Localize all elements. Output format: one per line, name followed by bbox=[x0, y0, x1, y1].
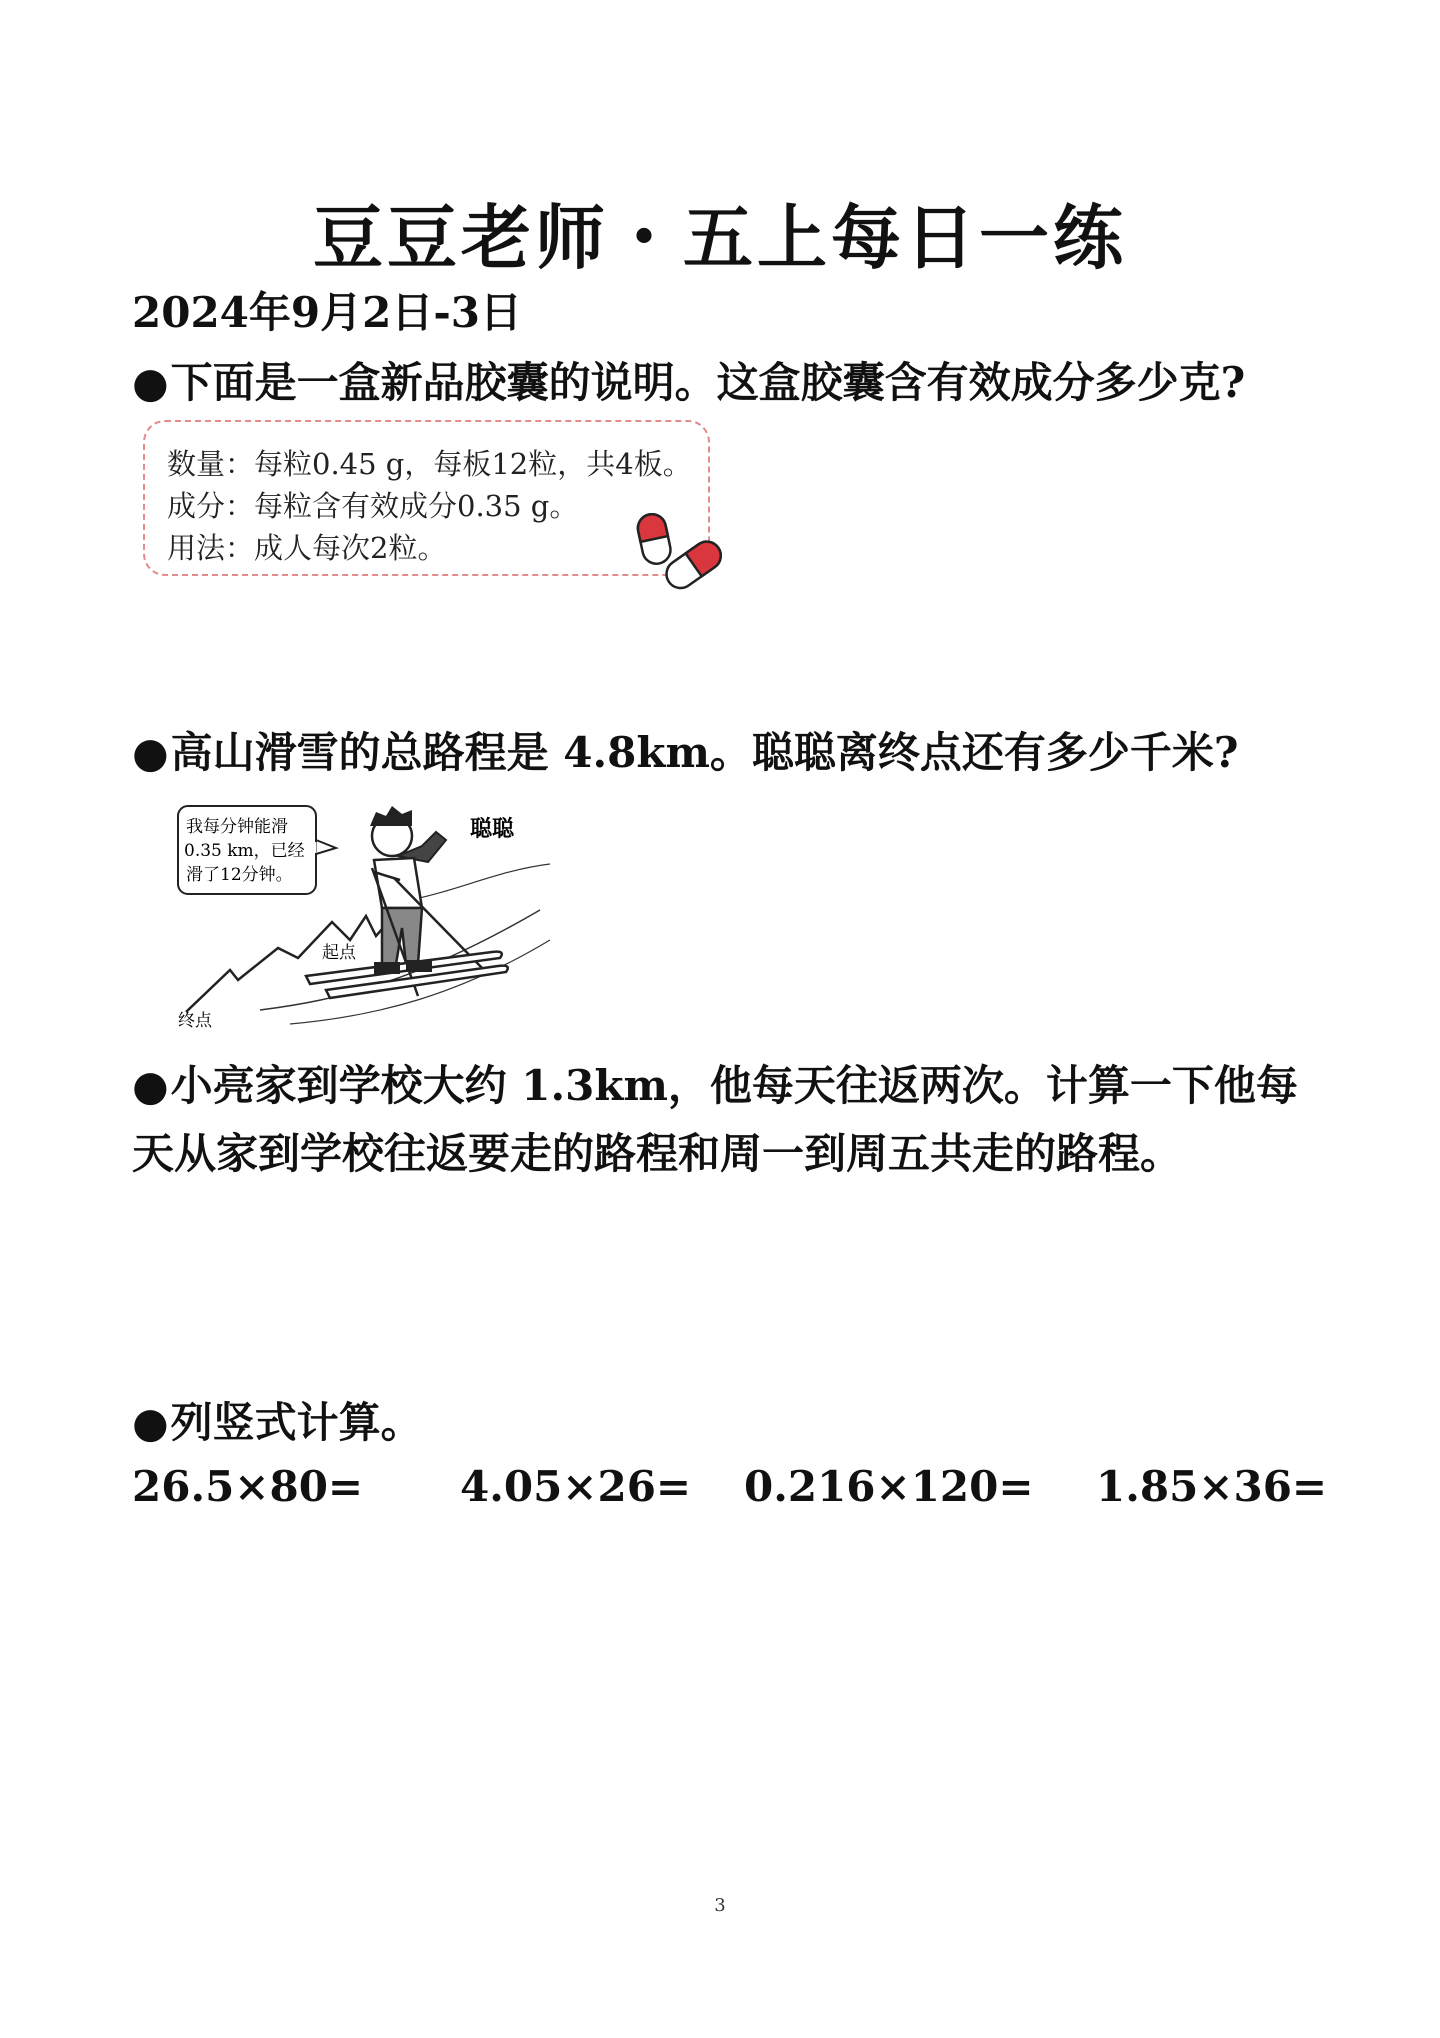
capsule-icon bbox=[632, 508, 728, 598]
info-quantity: 数量：每粒0.45 g，每板12粒，共4板。 bbox=[167, 447, 692, 481]
mountain-route bbox=[186, 916, 390, 1012]
bullet-icon: ● bbox=[132, 358, 169, 407]
skier-name-label: 聪聪 bbox=[470, 816, 515, 842]
calc-item-3: 0.216×120= bbox=[744, 1462, 1034, 1511]
question-1 bbox=[132, 350, 1245, 410]
question-4 bbox=[132, 1390, 423, 1450]
info-ingredient: 成分：每粒含有效成分0.35 g。 bbox=[167, 489, 579, 523]
speech-line-2: 0.35 km，已经 bbox=[184, 841, 305, 861]
page-title: 豆豆老师・五上每日一练 bbox=[313, 196, 1127, 279]
bullet-icon: ● bbox=[132, 728, 169, 777]
end-label: 终点 bbox=[178, 1011, 212, 1031]
date-line: 2024年9月2日-3日 bbox=[132, 288, 522, 337]
question-2 bbox=[132, 720, 1239, 780]
speech-line-1: 我每分钟能滑 bbox=[186, 817, 288, 837]
question-1-text: 下面是一盒新品胶囊的说明。这盒胶囊含有效成分多少克? bbox=[170, 358, 1246, 407]
calc-item-2: 4.05×26= bbox=[460, 1462, 692, 1511]
question-4-text: 列竖式计算。 bbox=[170, 1398, 423, 1447]
calc-item-1: 26.5×80= bbox=[132, 1462, 364, 1511]
start-label: 起点 bbox=[322, 943, 356, 963]
info-usage: 用法：成人每次2粒。 bbox=[167, 531, 447, 565]
speech-line-3: 滑了12分钟。 bbox=[186, 865, 293, 885]
capsule-info-box bbox=[143, 420, 710, 576]
page-number: 3 bbox=[714, 1895, 726, 1916]
question-3 bbox=[132, 1052, 1332, 1188]
bullet-icon: ● bbox=[132, 1061, 169, 1110]
question-3-text: 小亮家到学校大约 1.3km，他每天往返两次。计算一下他每天从家到学校往返要走的路程和周一到周五共走的路程。 bbox=[132, 1061, 1298, 1178]
question-2-text: 高山滑雪的总路程是 4.8km。聪聪离终点还有多少千米? bbox=[170, 728, 1239, 777]
calc-item-4: 1.85×36= bbox=[1096, 1462, 1328, 1511]
bullet-icon: ● bbox=[132, 1398, 169, 1447]
skier-illustration bbox=[160, 780, 560, 1040]
